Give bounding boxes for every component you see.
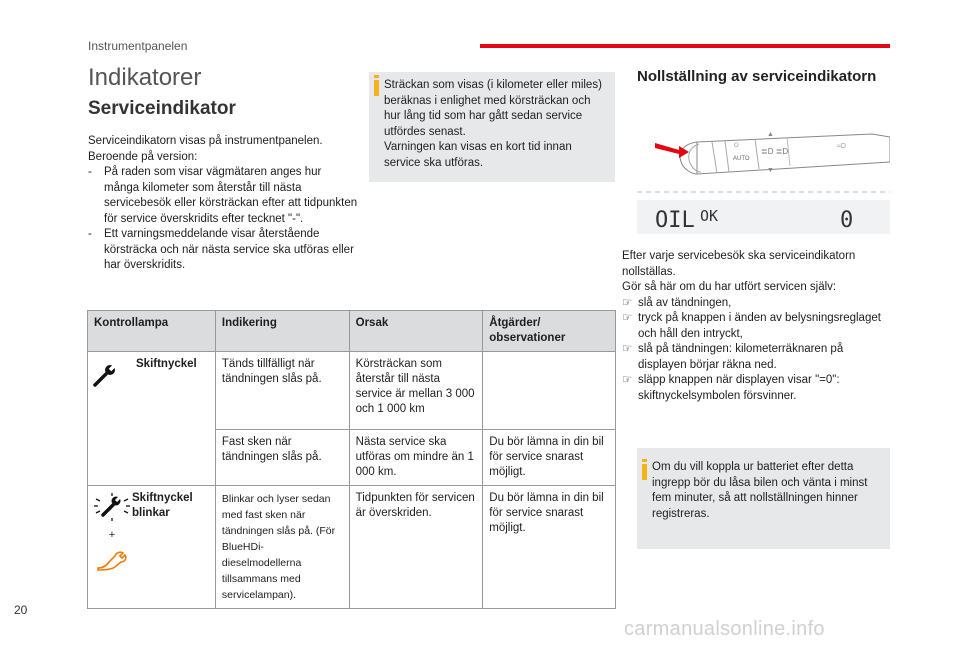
svg-text:▼: ▼ — [767, 167, 774, 174]
pointer-bullet-icon: ☞ — [622, 312, 633, 324]
reset-instructions — [622, 249, 887, 404]
list-item: - Ett varningsmeddelande visar återstående körsträcka och när nästa service ska utföras eller har överskridits. — [88, 228, 354, 271]
pointer-bullet-icon: ☞ — [622, 374, 633, 386]
intro-text — [88, 134, 358, 274]
svg-text:≣D ≣D: ≣D ≣D — [761, 147, 789, 156]
list-item: ☞ tryck på knappen i änden av belysningsreglaget och håll den intryckt, — [622, 312, 881, 340]
lamp-name: Skiftnyckel — [136, 358, 197, 370]
info-note — [637, 448, 890, 549]
section-heading: Serviceindikator — [88, 98, 236, 119]
list-item: ☞ slå av tändningen, — [622, 296, 887, 312]
svg-text:▲: ▲ — [767, 131, 774, 138]
column-header: Orsak — [349, 311, 483, 352]
table-row — [88, 352, 616, 430]
svg-text:O: O — [734, 143, 739, 149]
stalk-and-display-illustration — [637, 112, 890, 240]
list-item: ☞ släpp knappen när displayen visar "=0": skiftnyckelsymbolen försvinner. — [622, 374, 840, 402]
column-header: Indikering — [215, 311, 349, 352]
table-cell: Tänds tillfälligt när tändningen slås på. — [215, 352, 349, 430]
svg-text:OK: OK — [700, 207, 719, 225]
table-cell — [483, 352, 616, 430]
table-header-row — [88, 311, 616, 352]
table-cell: Körsträckan som återstår till nästa service är mellan 3 000 och 1 000 km — [349, 352, 483, 430]
table-cell: Du bör lämna in din bil för service snarast möjligt. — [483, 430, 616, 486]
svg-text:AUTO: AUTO — [733, 156, 750, 162]
warning-lamp-table — [87, 310, 616, 609]
table-cell — [88, 352, 216, 486]
service-lamp-icon — [92, 547, 132, 578]
table-cell — [88, 486, 216, 609]
page-title: Indikatorer — [88, 64, 202, 91]
table-cell: Du bör lämna in din bil för service snarast möjligt. — [483, 486, 616, 609]
table-row — [88, 486, 616, 609]
watermark: carmanualsonline.info — [624, 618, 825, 640]
table-cell: Tidpunkten för servicen är överskriden. — [349, 486, 483, 609]
table-cell: Fast sken när tändningen slås på. — [215, 430, 349, 486]
plus-sign: + — [108, 529, 116, 541]
intro-line: Beroende på version: — [88, 150, 198, 163]
instruction-text: Gör så här om du har utfört servicen själv: — [622, 281, 837, 293]
blinking-wrench-icon — [92, 491, 132, 528]
list-item: - På raden som visar vägmätaren anges hur många kilometer som återstår till nästa servicebesök eller körsträckan efter att tidpunkten för service överskridits efter tecknet "-". — [88, 166, 358, 225]
instruction-text: Efter varje servicebesök ska serviceindikatorn nollställas. — [622, 250, 856, 278]
info-icon — [374, 80, 379, 96]
intro-line: Serviceindikatorn visas på instrumentpanelen. — [88, 135, 323, 147]
list-item: ☞ slå på tändningen: kilometerräknaren på displayen börjar räkna ned. — [622, 343, 844, 371]
table-cell: Blinkar och lyser sedan med fast sken när tändningen slås på. (För BlueHDi-dieselmodellerna tillsammans med servicelampan). — [215, 486, 349, 609]
wrench-icon — [92, 357, 136, 394]
svg-text:OIL: OIL — [655, 208, 695, 233]
section-accent-bar — [480, 44, 890, 48]
svg-text:≈D: ≈D — [837, 143, 846, 150]
svg-text:0: 0 — [840, 208, 854, 233]
info-note — [369, 72, 615, 182]
note-text: Varningen kan visas en kort tid innan service ska utföras. — [384, 141, 572, 169]
note-text: Sträckan som visas (i kilometer eller miles) beräknas i enlighet med körsträckan och hur lång tid som har gått sedan service utfördes senast. — [384, 79, 602, 138]
section-label: Instrumentpanelen — [88, 39, 188, 53]
column-header: Åtgärder/ observationer — [483, 311, 616, 352]
info-icon — [642, 464, 647, 480]
lamp-name: Skiftnyckel blinkar — [132, 492, 193, 519]
column-header: Kontrollampa — [88, 311, 216, 352]
note-text: Om du vill koppla ur batteriet efter detta ingrepp bör du låsa bilen och vänta i minst fem minuter, så att nollställningen hinner registreras. — [652, 461, 868, 520]
section-heading: Nollställning av serviceindikatorn — [637, 68, 877, 85]
pointer-bullet-icon: ☞ — [622, 343, 633, 355]
table-cell: Nästa service ska utföras om mindre än 1 000 km. — [349, 430, 483, 486]
page-number: 20 — [14, 603, 28, 617]
pointer-bullet-icon: ☞ — [622, 296, 633, 309]
